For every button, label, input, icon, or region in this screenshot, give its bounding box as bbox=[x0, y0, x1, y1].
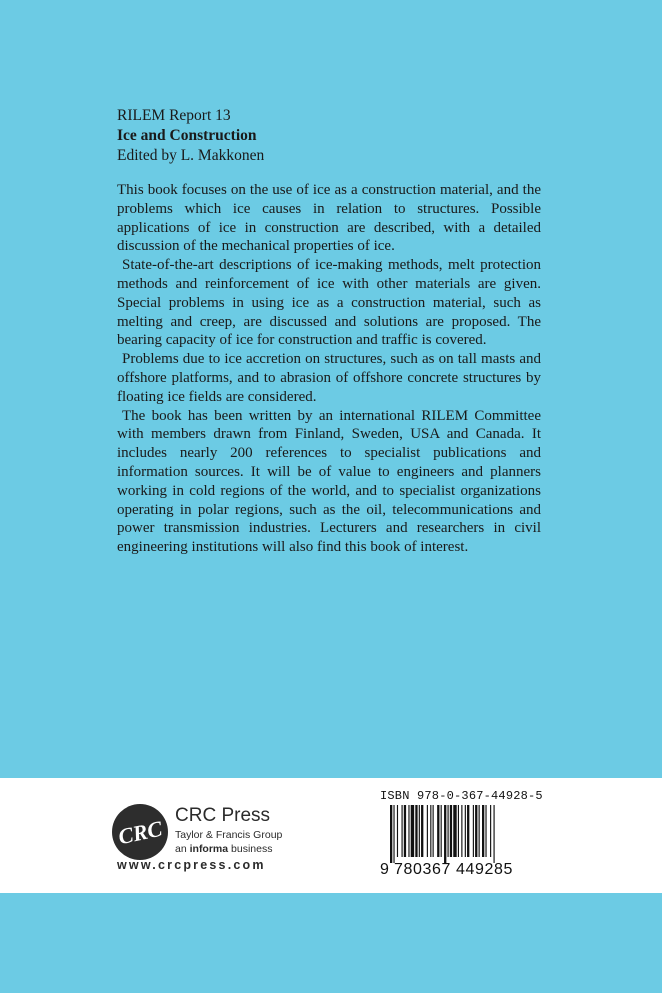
book-description bbox=[117, 181, 541, 557]
barcode-bar bbox=[419, 805, 420, 857]
barcode-bar bbox=[461, 805, 462, 857]
barcode-bar bbox=[482, 805, 484, 857]
tagline-suffix: business bbox=[228, 843, 273, 855]
barcode-digit-lead: 9 bbox=[380, 861, 389, 878]
publisher-name: CRC Press bbox=[175, 805, 271, 826]
barcode-bar bbox=[448, 805, 449, 857]
barcode-bar bbox=[450, 805, 452, 857]
barcode-bar bbox=[421, 805, 423, 857]
barcode bbox=[378, 805, 528, 865]
tagline-prefix: an bbox=[175, 843, 190, 855]
barcode-bar bbox=[427, 805, 428, 857]
editor-line: Edited by L. Makkonen bbox=[117, 147, 265, 164]
publisher-band bbox=[0, 778, 662, 893]
series-label: RILEM Report 13 bbox=[117, 107, 231, 124]
barcode-bar bbox=[458, 805, 459, 857]
crc-logo-icon bbox=[111, 803, 169, 861]
barcode-bar bbox=[415, 805, 417, 857]
barcode-bar bbox=[441, 805, 442, 857]
barcode-bar bbox=[402, 805, 403, 857]
publisher-tagline bbox=[175, 843, 272, 855]
tagline-bold: informa bbox=[189, 843, 229, 855]
barcode-bar bbox=[494, 805, 495, 863]
barcode-bar bbox=[433, 805, 434, 857]
barcode-bar bbox=[430, 805, 431, 857]
publisher-website: www.crcpress.com bbox=[117, 858, 266, 872]
book-header bbox=[117, 106, 264, 166]
barcode-bar bbox=[490, 805, 491, 857]
publisher-group: Taylor & Francis Group bbox=[175, 829, 283, 841]
barcode-bar bbox=[437, 805, 439, 857]
barcode-bar bbox=[411, 805, 414, 857]
logo-text: CRC bbox=[115, 815, 165, 850]
barcode-bar bbox=[475, 805, 477, 857]
barcode-bar bbox=[408, 805, 409, 857]
barcode-bar bbox=[393, 805, 394, 863]
description-paragraph: This book focuses on the use of ice as a construction material, and the problems which ice causes in relation to structures. Possible applications of ice in construction are described, with a detailed discussion of the mechanical properties of ice. bbox=[117, 182, 541, 255]
isbn-label: ISBN 978-0-367-44928-5 bbox=[380, 789, 543, 803]
description-paragraph: The book has been written by an international RILEM Committee with members drawn from Finland, Sweden, USA and Canada. It includes nearly 200 references to specialist publications and information sources. It will be of value to engineers and planners working in cold regions of the world, and to specialist organizations operating in polar regions, such as the oil, telecommunications and power transmission industries. Lecturers and researchers in civil engineering institutions will also find this book of interest. bbox=[117, 407, 541, 556]
barcode-bar bbox=[467, 805, 469, 857]
barcode-bar bbox=[479, 805, 480, 857]
barcode-bar bbox=[485, 805, 486, 857]
barcode-bar bbox=[390, 805, 392, 863]
barcode-bar bbox=[444, 805, 446, 863]
barcode-bar bbox=[453, 805, 456, 857]
barcode-bar bbox=[397, 805, 398, 857]
book-title: Ice and Construction bbox=[117, 127, 257, 144]
description-paragraph: Problems due to ice accretion on structures, such as on tall masts and offshore platforms, and to abrasion of offshore concrete structures by floating ice fields are considered. bbox=[117, 351, 541, 405]
description-paragraph: State-of-the-art descriptions of ice-making methods, melt protection methods and reinforcement of ice with other materials are given. Special problems in using ice as a construction material, such as melting and creep, are discussed and solutions are proposed. The bearing capacity of ice for construction and traffic is covered. bbox=[117, 257, 541, 349]
barcode-bar bbox=[465, 805, 466, 857]
barcode-bar bbox=[404, 805, 406, 857]
barcode-bar bbox=[473, 805, 474, 857]
barcode-digits: 780367 449285 bbox=[394, 861, 514, 878]
